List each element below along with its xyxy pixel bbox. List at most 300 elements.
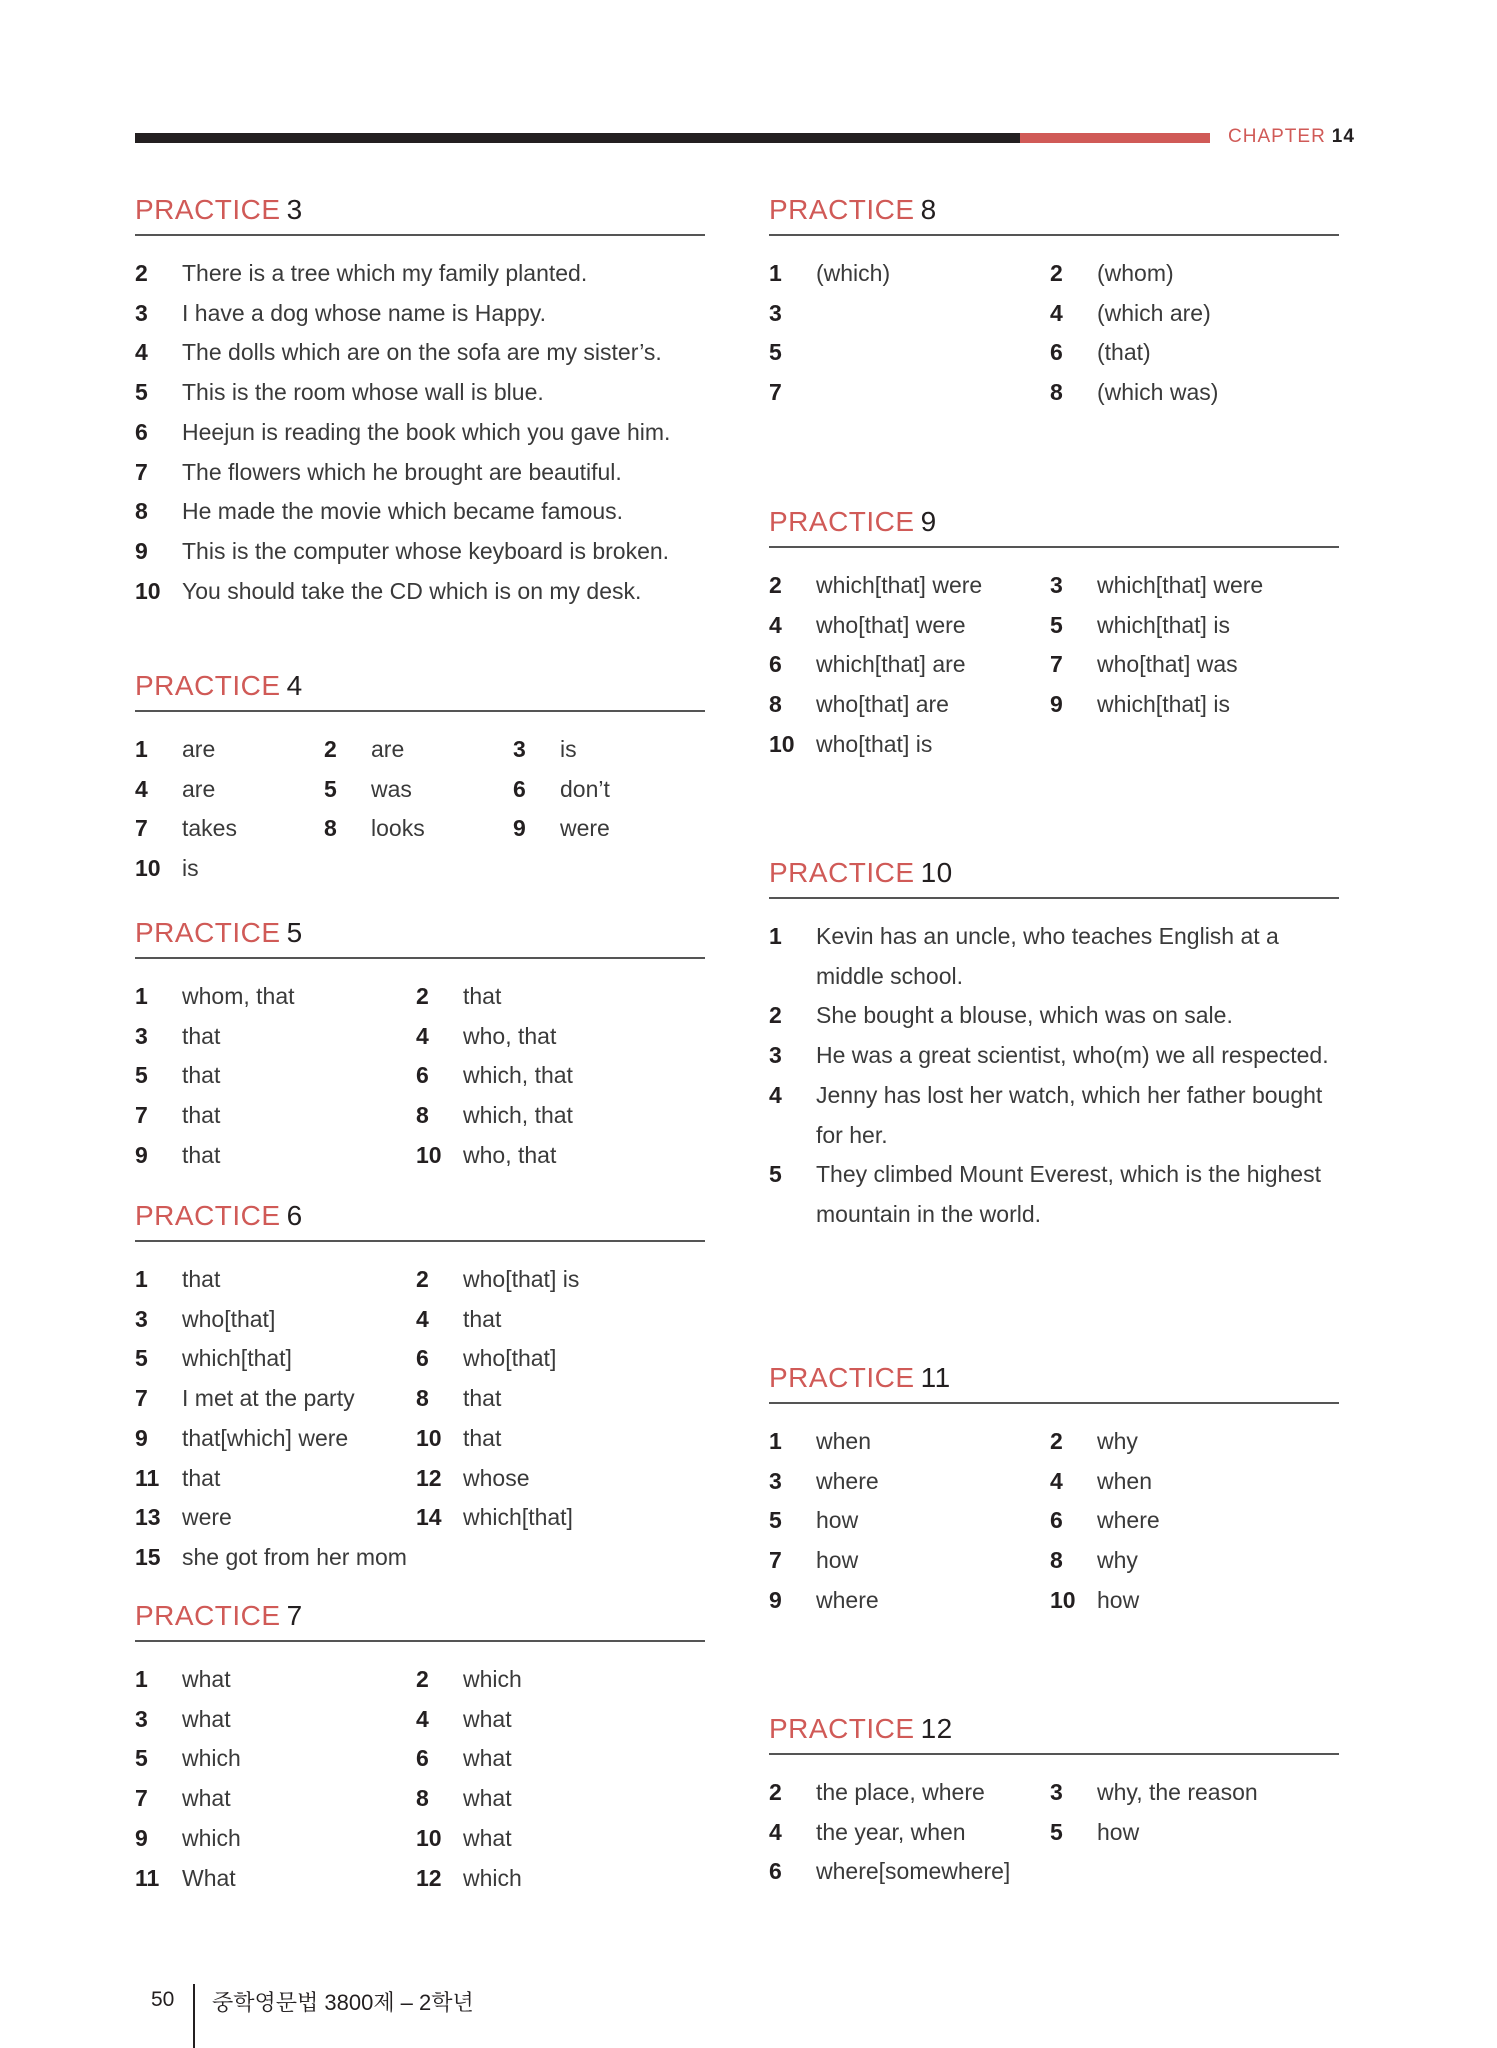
answer-item — [135, 1700, 416, 1740]
answer-number: 10 — [135, 577, 161, 604]
answer-row — [769, 1462, 1339, 1502]
answer-text: what — [463, 1785, 512, 1812]
answer-number: 3 — [513, 736, 526, 762]
answer-number: 2 — [769, 1002, 782, 1029]
answer-item — [135, 1339, 416, 1379]
answer-item — [769, 566, 1050, 606]
answer-text: who[that] — [182, 1305, 276, 1332]
answer-text: are — [182, 736, 216, 762]
answer-row — [135, 1700, 705, 1740]
answer-number: 3 — [135, 1305, 148, 1332]
answer-item — [135, 572, 705, 612]
answer-number: 10 — [416, 1824, 442, 1851]
answer-number: 5 — [769, 1161, 782, 1188]
answer-row — [769, 725, 1339, 765]
answer-text: which, that — [463, 1102, 573, 1129]
answer-text: the year, when — [816, 1818, 966, 1845]
answer-row — [135, 1056, 705, 1096]
chapter-word: CHAPTER — [1228, 126, 1326, 147]
answer-row — [135, 254, 705, 294]
answer-item — [416, 1017, 697, 1057]
answer-text: Jenny has lost her watch, which her father bought for her. — [816, 1081, 1323, 1148]
answer-number: 2 — [1050, 1428, 1063, 1454]
answer-number: 6 — [513, 775, 526, 802]
answer-item — [135, 1136, 416, 1176]
answer-number: 1 — [135, 1266, 148, 1292]
answer-number: 7 — [135, 1102, 148, 1129]
answer-text: You should take the CD which is on my desk. — [182, 577, 642, 604]
answer-number: 11 — [135, 1464, 160, 1491]
answer-row — [135, 1660, 705, 1700]
answer-item — [1050, 1813, 1331, 1853]
practice-6-heading: PRACTICE 6 — [135, 1200, 705, 1242]
answer-row — [769, 1036, 1339, 1076]
answer-row — [135, 1379, 705, 1419]
answer-item — [769, 725, 1050, 765]
answer-number: 11 — [135, 1864, 160, 1891]
answer-number: 3 — [769, 1467, 782, 1494]
answer-item — [135, 1056, 416, 1096]
answer-text: which — [182, 1745, 241, 1772]
answer-row — [769, 1773, 1339, 1813]
answer-number: 1 — [135, 1666, 148, 1692]
answer-row — [769, 645, 1339, 685]
answer-number: 8 — [135, 498, 148, 525]
answer-number: 2 — [416, 983, 429, 1009]
answer-item — [135, 1379, 416, 1419]
answer-number: 5 — [769, 339, 782, 366]
answer-number: 12 — [416, 1464, 442, 1491]
practice-5-heading: PRACTICE 5 — [135, 917, 705, 959]
answer-text: What — [182, 1864, 236, 1891]
answer-number: 6 — [416, 1062, 429, 1089]
answer-item — [769, 1036, 1339, 1076]
answer-text: how — [1097, 1586, 1140, 1613]
answer-text: which[that] — [463, 1504, 573, 1531]
answer-text: where — [816, 1467, 879, 1494]
answer-text: The dolls which are on the sofa are my sister’s. — [182, 339, 662, 366]
answer-row — [769, 917, 1339, 996]
answer-text: what — [182, 1666, 231, 1692]
answer-row — [135, 413, 705, 453]
answer-row — [135, 572, 705, 612]
answer-row — [135, 333, 705, 373]
practice-4-grid — [135, 712, 705, 889]
answer-item — [769, 1541, 1050, 1581]
answer-text: I have a dog whose name is Happy. — [182, 299, 546, 326]
answer-text: which — [463, 1666, 522, 1692]
answer-row — [135, 294, 705, 334]
answer-item — [1050, 606, 1331, 646]
answer-text: where — [816, 1586, 879, 1613]
answer-text: which[that] is — [1097, 691, 1230, 718]
practice-9-heading: PRACTICE 9 — [769, 506, 1339, 548]
answer-row — [769, 373, 1339, 413]
answer-number: 8 — [1050, 1547, 1063, 1574]
answer-item — [1050, 1422, 1331, 1462]
practice-7-heading: PRACTICE 7 — [135, 1600, 705, 1642]
answer-item — [769, 685, 1050, 725]
answer-number: 9 — [769, 1586, 782, 1613]
answer-item — [1050, 1541, 1331, 1581]
answer-item — [416, 977, 697, 1017]
answer-text: that — [463, 1424, 502, 1451]
answer-number: 9 — [1050, 691, 1063, 718]
practice-11-heading: PRACTICE 11 — [769, 1362, 1339, 1404]
answer-item — [513, 730, 702, 770]
answer-number: 10 — [769, 730, 795, 757]
practice-5-grid — [135, 959, 705, 1176]
answer-number: 9 — [135, 1141, 148, 1168]
answer-text: (which was) — [1097, 379, 1219, 406]
answer-number: 13 — [135, 1504, 161, 1531]
answer-number: 2 — [135, 260, 148, 286]
answer-item — [1050, 333, 1331, 373]
answer-item — [416, 1136, 697, 1176]
answer-row — [769, 685, 1339, 725]
answer-item — [416, 1859, 697, 1899]
answer-text: that — [182, 1464, 221, 1491]
answer-text: which[that] were — [1097, 572, 1264, 598]
answer-number: 12 — [416, 1864, 442, 1891]
answer-text: who[that] is — [816, 730, 933, 757]
answer-text: Heejun is reading the book which you gave him. — [182, 418, 671, 445]
answer-text: which[that] are — [816, 651, 966, 678]
answer-text: who[that] — [463, 1345, 557, 1372]
answer-number: 5 — [135, 379, 148, 406]
answer-number: 7 — [135, 815, 148, 842]
answer-text: that — [182, 1141, 221, 1168]
practice-12-section — [769, 1713, 1339, 1892]
answer-number: 6 — [769, 1858, 782, 1885]
answer-text: that — [182, 1062, 221, 1089]
answer-number: 15 — [135, 1543, 161, 1570]
answer-item — [135, 849, 324, 889]
answer-number: 4 — [769, 1081, 782, 1108]
answer-row — [135, 770, 705, 810]
answer-number: 4 — [135, 339, 148, 366]
answer-number: 7 — [769, 379, 782, 406]
book-title: 중학영문법 3800제 – 2학년 — [212, 1990, 474, 2015]
answer-number: 6 — [416, 1745, 429, 1772]
answer-text: I met at the party — [182, 1385, 355, 1412]
answer-item — [135, 770, 324, 810]
answer-number: 9 — [135, 1824, 148, 1851]
answer-number: 6 — [1050, 1507, 1063, 1534]
answer-item — [769, 333, 1050, 373]
answer-item — [135, 809, 324, 849]
answer-row — [135, 1459, 705, 1499]
answer-text: which[that] were — [816, 572, 983, 598]
answer-number: 9 — [513, 815, 526, 842]
answer-text: (which) — [816, 260, 891, 286]
answer-number: 8 — [324, 815, 337, 842]
practice-7-section — [135, 1600, 705, 1898]
practice-8-grid — [769, 236, 1339, 413]
answer-item — [769, 1773, 1050, 1813]
answer-number: 5 — [1050, 611, 1063, 638]
answer-item — [416, 1419, 697, 1459]
answer-number: 5 — [135, 1062, 148, 1089]
answer-item — [1050, 373, 1331, 413]
practice-12-grid — [769, 1755, 1339, 1892]
answer-item — [416, 1260, 697, 1300]
answer-item — [135, 1498, 416, 1538]
answer-item — [1050, 1773, 1331, 1813]
answer-number: 1 — [769, 260, 782, 286]
answer-text: The flowers which he brought are beautiful. — [182, 458, 622, 485]
answer-text: why, the reason — [1097, 1779, 1258, 1805]
answer-number: 3 — [1050, 1779, 1063, 1805]
answer-number: 5 — [1050, 1818, 1063, 1845]
answer-number: 2 — [1050, 260, 1063, 286]
answer-item — [513, 809, 702, 849]
answer-item — [416, 1819, 697, 1859]
answer-item — [416, 1739, 697, 1779]
answer-item — [135, 1660, 416, 1700]
answer-number: 4 — [416, 1305, 429, 1332]
practice-12-heading: PRACTICE 12 — [769, 1713, 1339, 1755]
answer-item — [769, 1462, 1050, 1502]
answer-item — [135, 294, 705, 334]
answer-text: (that) — [1097, 339, 1151, 366]
answer-row — [135, 1859, 705, 1899]
answer-item — [135, 1096, 416, 1136]
answer-number: 5 — [769, 1507, 782, 1534]
practice-8-section — [769, 194, 1339, 413]
answer-item — [135, 453, 705, 493]
answer-text: who[that] is — [463, 1266, 580, 1292]
practice-10-section — [769, 857, 1339, 1235]
chapter-number: 14 — [1331, 126, 1355, 147]
chapter-label — [1228, 126, 1355, 148]
answer-text: why — [1097, 1428, 1138, 1454]
answer-text: what — [182, 1705, 231, 1732]
answer-number: 8 — [416, 1102, 429, 1129]
answer-row — [769, 294, 1339, 334]
answer-number: 9 — [135, 537, 148, 564]
answer-item — [135, 730, 324, 770]
answer-item — [135, 1260, 416, 1300]
answer-row — [769, 1813, 1339, 1853]
answer-text: which, that — [463, 1062, 573, 1089]
practice-3-section — [135, 194, 705, 611]
answer-item — [135, 333, 705, 373]
practice-5-section — [135, 917, 705, 1176]
answer-item — [324, 809, 513, 849]
answer-number: 1 — [135, 983, 148, 1009]
answer-row — [135, 730, 705, 770]
answer-number: 6 — [1050, 339, 1063, 366]
answer-row — [135, 1538, 705, 1578]
practice-7-grid — [135, 1642, 705, 1898]
answer-row — [769, 1541, 1339, 1581]
answer-row — [135, 809, 705, 849]
answer-item — [769, 606, 1050, 646]
answer-text: where[somewhere] — [816, 1858, 1011, 1885]
answer-number: 3 — [769, 1042, 782, 1069]
answer-number: 3 — [769, 299, 782, 326]
answer-item — [135, 1300, 416, 1340]
answer-text: are — [182, 775, 216, 802]
answer-item — [324, 770, 513, 810]
answer-number: 6 — [135, 418, 148, 445]
answer-number: 8 — [1050, 379, 1063, 406]
answer-item — [416, 1779, 697, 1819]
answer-row — [769, 1076, 1339, 1155]
answer-item — [135, 1859, 416, 1899]
answer-row — [135, 1498, 705, 1538]
answer-item — [135, 492, 705, 532]
answer-number: 14 — [416, 1504, 442, 1531]
answer-row — [135, 977, 705, 1017]
answer-text: how — [816, 1547, 859, 1574]
answer-number: 4 — [1050, 1467, 1063, 1494]
answer-item — [769, 294, 1050, 334]
answer-row — [769, 1852, 1339, 1892]
answer-row — [769, 566, 1339, 606]
footer-divider — [193, 1984, 195, 2048]
answer-text: when — [816, 1428, 871, 1454]
answer-text: who, that — [463, 1022, 557, 1049]
answer-row — [135, 1300, 705, 1340]
practice-10-heading: PRACTICE 10 — [769, 857, 1339, 899]
answer-number: 5 — [135, 1745, 148, 1772]
answer-row — [769, 333, 1339, 373]
answer-item — [416, 1379, 697, 1419]
practice-6-grid — [135, 1242, 705, 1578]
answer-item — [769, 1813, 1050, 1853]
answer-text: that — [182, 1102, 221, 1129]
answer-item — [135, 1819, 416, 1859]
answer-item — [1050, 254, 1331, 294]
answer-item — [135, 413, 705, 453]
answer-item — [416, 1056, 697, 1096]
answer-text: He made the movie which became famous. — [182, 498, 624, 525]
answer-item — [416, 1096, 697, 1136]
answer-item — [135, 1779, 416, 1819]
answer-number: 7 — [135, 458, 148, 485]
answer-text: are — [371, 736, 405, 762]
answer-number: 7 — [1050, 651, 1063, 678]
answer-text: looks — [371, 815, 425, 842]
answer-row — [135, 1779, 705, 1819]
answer-item — [135, 373, 705, 413]
answer-text: Kevin has an uncle, who teaches English at a middle school. — [816, 923, 1279, 989]
practice-4-heading: PRACTICE 4 — [135, 670, 705, 712]
answer-text: whom, that — [182, 983, 295, 1009]
answer-item — [135, 254, 705, 294]
answer-text: takes — [182, 815, 237, 842]
answer-row — [769, 1581, 1339, 1621]
answer-row — [769, 996, 1339, 1036]
answer-item — [135, 1419, 416, 1459]
answer-row — [769, 1422, 1339, 1462]
answer-row — [135, 1260, 705, 1300]
answer-item — [769, 1581, 1050, 1621]
answer-item — [513, 770, 702, 810]
answer-number: 8 — [416, 1785, 429, 1812]
answer-item — [416, 1339, 697, 1379]
answer-item — [1050, 1581, 1331, 1621]
answer-item — [1050, 294, 1331, 334]
answer-number: 10 — [416, 1141, 442, 1168]
answer-text: were — [560, 815, 610, 842]
answer-number: 4 — [416, 1705, 429, 1732]
answer-text: were — [182, 1504, 232, 1531]
answer-number: 2 — [769, 572, 782, 598]
answer-number: 10 — [135, 855, 161, 882]
answer-row — [135, 1136, 705, 1176]
answer-row — [135, 532, 705, 572]
answer-item — [769, 254, 1050, 294]
practice-11-section — [769, 1362, 1339, 1621]
practice-8-heading: PRACTICE 8 — [769, 194, 1339, 236]
answer-row — [135, 1096, 705, 1136]
answer-number: 7 — [135, 1385, 148, 1412]
answer-text: that — [463, 1385, 502, 1412]
answer-item — [769, 1076, 1339, 1155]
answer-text: what — [463, 1824, 512, 1851]
answer-text: that — [182, 1266, 221, 1292]
answer-text: the place, where — [816, 1779, 985, 1805]
answer-text: she got from her mom — [182, 1543, 407, 1570]
answer-text: who[that] was — [1097, 651, 1238, 678]
practice-3-heading: PRACTICE 3 — [135, 194, 705, 236]
answer-text: (whom) — [1097, 260, 1174, 286]
answer-text: that — [463, 1305, 502, 1332]
answer-item — [416, 1300, 697, 1340]
answer-item — [416, 1700, 697, 1740]
answer-item — [769, 996, 1339, 1036]
answer-item — [769, 373, 1050, 413]
answer-item — [135, 1459, 416, 1499]
answer-number: 7 — [135, 1785, 148, 1812]
answer-item — [135, 1739, 416, 1779]
practice-11-grid — [769, 1404, 1339, 1621]
answer-item — [135, 1538, 416, 1578]
answer-item — [1050, 1462, 1331, 1502]
answer-row — [769, 606, 1339, 646]
answer-number: 4 — [135, 775, 148, 802]
answer-text: what — [463, 1745, 512, 1772]
answer-number: 6 — [416, 1345, 429, 1372]
answer-text: which[that] is — [1097, 611, 1230, 638]
answer-item — [135, 1017, 416, 1057]
answer-item — [135, 532, 705, 572]
answer-text: She bought a blouse, which was on sale. — [816, 1002, 1233, 1029]
answer-number: 1 — [135, 736, 148, 762]
answer-row — [769, 1501, 1339, 1541]
answer-text: that — [463, 983, 502, 1009]
answer-text: is — [560, 736, 577, 762]
answer-number: 8 — [769, 691, 782, 718]
answer-row — [135, 1017, 705, 1057]
answer-text: why — [1097, 1547, 1138, 1574]
answer-number: 1 — [769, 1428, 782, 1454]
answer-number: 7 — [769, 1547, 782, 1574]
answer-text: whose — [463, 1464, 530, 1491]
answer-text: This is the computer whose keyboard is broken. — [182, 537, 670, 564]
answer-row — [135, 1739, 705, 1779]
answer-number: 8 — [416, 1385, 429, 1412]
answer-text: that — [182, 1022, 221, 1049]
answer-text: how — [1097, 1818, 1140, 1845]
answer-item — [1050, 645, 1331, 685]
answer-text: when — [1097, 1467, 1152, 1494]
answer-number: 3 — [135, 1022, 148, 1049]
practice-6-section — [135, 1200, 705, 1578]
